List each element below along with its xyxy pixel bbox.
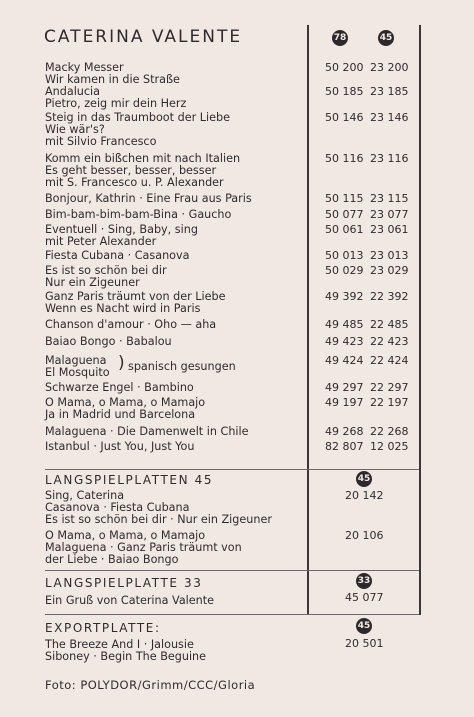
- song-title: mit Silvio Francesco: [45, 135, 157, 148]
- song-title: mit S. Francesco u. P. Alexander: [45, 176, 224, 189]
- catalog-number-78: 50 115: [325, 192, 364, 205]
- album-tracks: der Liebe · Baiao Bongo: [45, 553, 179, 566]
- catalog-number-45: 23 029: [370, 264, 409, 277]
- badge-45: 45: [378, 30, 394, 46]
- song-title: Eventuell · Sing, Baby, sing: [45, 223, 198, 236]
- song-title: Es ist so schön bei dir: [45, 264, 167, 277]
- catalog-number-45: 23 061: [370, 223, 409, 236]
- catalog-number-45: 22 268: [370, 425, 409, 438]
- catalog-number-45: 23 146: [370, 111, 409, 124]
- catalog-number-78: 49 485: [325, 318, 364, 331]
- catalog-number-45: 22 197: [370, 396, 409, 409]
- export-heading: EXPORTPLATTE:: [45, 621, 161, 635]
- photo-credit: Foto: POLYDOR/Grimm/CCC/Gloria: [45, 678, 256, 692]
- song-title: Bonjour, Kathrin · Eine Frau aus Paris: [45, 192, 252, 205]
- catalog-number-45: 22 423: [370, 335, 409, 348]
- section-divider: [45, 570, 419, 571]
- catalog-number-45: 23 115: [370, 192, 409, 205]
- catalog-number-78: 50 061: [325, 223, 364, 236]
- brace: ): [118, 353, 125, 373]
- badge-33: 33: [356, 573, 372, 589]
- catalog-number-78: 49 197: [325, 396, 364, 409]
- lp33-heading: LANGSPIELPLATTE 33: [45, 576, 203, 590]
- catalog-number: 20 106: [345, 529, 384, 542]
- album-tracks: The Breeze And I · Jalousie: [45, 638, 194, 651]
- song-title: Istanbul · Just You, Just You: [45, 440, 195, 453]
- album-tracks: Sing, Caterina: [45, 489, 125, 502]
- song-title: Macky Messer: [45, 61, 124, 74]
- song-title: Baiao Bongo · Babalou: [45, 335, 172, 348]
- catalog-number-45: 23 116: [370, 152, 409, 165]
- song-title: O Mama, o Mama, o Mamajo: [45, 396, 206, 409]
- catalog-number-78: 49 297: [325, 381, 364, 394]
- song-title: Malaguena · Die Damenwelt in Chile: [45, 425, 249, 438]
- song-note: spanisch gesungen: [128, 360, 236, 373]
- column-border-left-lower: [307, 470, 309, 615]
- catalog-number-78: 50 013: [325, 249, 364, 262]
- song-title: Wenn es Nacht wird in Paris: [45, 302, 201, 315]
- song-title: Schwarze Engel · Bambino: [45, 381, 194, 394]
- catalog-number-45: 23 077: [370, 208, 409, 221]
- column-border-left: [307, 25, 309, 472]
- song-title: mit Peter Alexander: [45, 235, 157, 248]
- catalog-number-45: 22 485: [370, 318, 409, 331]
- catalog-number-45: 23 185: [370, 85, 409, 98]
- catalog-number-78: 49 392: [325, 290, 364, 303]
- song-title: Steig in das Traumboot der Liebe: [45, 111, 230, 124]
- song-title: Nur ein Zigeuner: [45, 276, 140, 289]
- catalog-number-78: 50 200: [325, 61, 364, 74]
- catalog-number-45: 23 200: [370, 61, 409, 74]
- song-title: Pietro, zeig mir dein Herz: [45, 97, 187, 110]
- album-tracks: Casanova · Fiesta Cubana: [45, 501, 190, 514]
- album-tracks: O Mama, o Mama, o Mamajo: [45, 529, 206, 542]
- badge-45-lp: 45: [356, 471, 372, 487]
- catalog-number-45: 22 392: [370, 290, 409, 303]
- catalog-number-78: 49 268: [325, 425, 364, 438]
- song-title: Wie wär's?: [45, 123, 105, 136]
- catalog-number-78: 50 077: [325, 208, 364, 221]
- song-title: Fiesta Cubana · Casanova: [45, 249, 190, 262]
- catalog-number-78: 50 116: [325, 152, 364, 165]
- catalog-number-78: 49 423: [325, 335, 364, 348]
- section-divider: [45, 469, 419, 470]
- album-tracks: Ein Gruß von Caterina Valente: [45, 594, 215, 607]
- badge-78: 78: [332, 30, 348, 46]
- catalog-number-78: 49 424: [325, 354, 364, 367]
- catalog-number: 20 501: [345, 637, 384, 650]
- song-title: Malaguena: [45, 354, 107, 367]
- song-title: Komm ein bißchen mit nach Italien: [45, 152, 241, 165]
- song-title: Bim-bam-bim-bam-Bina · Gaucho: [45, 208, 232, 221]
- catalog-number-45: 23 013: [370, 249, 409, 262]
- catalog-number: 45 077: [345, 591, 384, 604]
- album-tracks: Es ist so schön bei dir · Nur ein Zigeuner: [45, 513, 272, 526]
- album-tracks: Malaguena · Ganz Paris träumt von: [45, 541, 242, 554]
- song-title: Wir kamen in die Straße: [45, 73, 180, 86]
- column-border-right-lower: [419, 470, 421, 615]
- catalog-number-45: 22 424: [370, 354, 409, 367]
- catalog-number-45: 12 025: [370, 440, 409, 453]
- song-title: Es geht besser, besser, besser: [45, 164, 217, 177]
- song-title: El Mosquito: [45, 366, 110, 379]
- song-title: Andalucia: [45, 85, 101, 98]
- catalog-number-78: 50 185: [325, 85, 364, 98]
- page-title: CATERINA VALENTE: [44, 27, 243, 47]
- song-title: Chanson d'amour · Oho — aha: [45, 318, 217, 331]
- lp45-heading: LANGSPIELPLATTEN 45: [45, 473, 214, 487]
- catalog-number-78: 82 807: [325, 440, 364, 453]
- song-title: Ganz Paris träumt von der Liebe: [45, 290, 226, 303]
- catalog-number: 20 142: [345, 489, 384, 502]
- column-border-right: [419, 25, 421, 472]
- catalog-number-45: 22 297: [370, 381, 409, 394]
- catalog-number-78: 50 029: [325, 264, 364, 277]
- section-divider: [45, 614, 419, 615]
- song-title: Ja in Madrid und Barcelona: [45, 408, 196, 421]
- badge-45-export: 45: [356, 618, 372, 634]
- catalog-number-78: 50 146: [325, 111, 364, 124]
- album-tracks: Siboney · Begin The Beguine: [45, 650, 207, 663]
